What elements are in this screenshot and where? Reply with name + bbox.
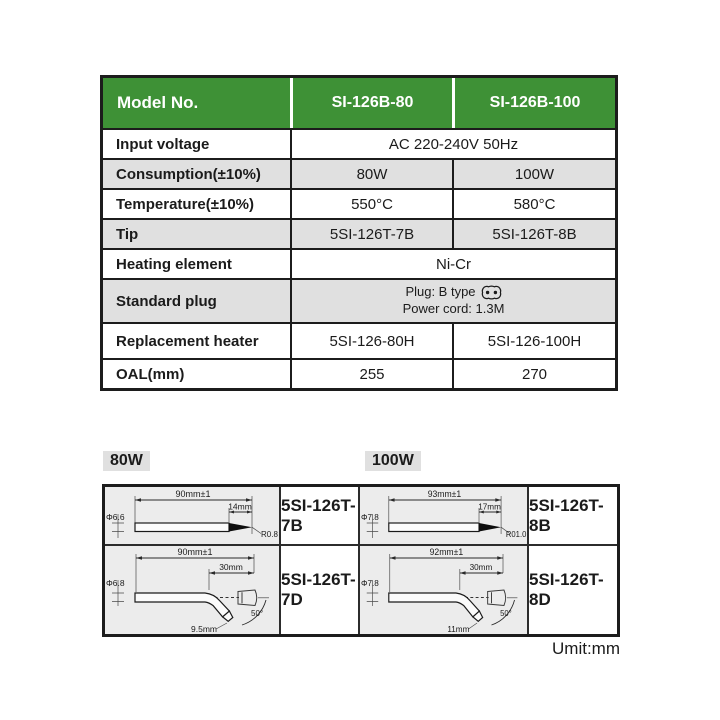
row-value-80: 80W [290, 160, 452, 188]
header-model-100: SI-126B-100 [452, 78, 615, 128]
row-label: Consumption(±10%) [116, 165, 261, 183]
spec-table [100, 75, 618, 391]
row-value-span: Ni-Cr [290, 250, 615, 278]
dim-tip-length: 17mm [478, 501, 501, 512]
spec-table-header [103, 78, 615, 128]
row-label: Input voltage [116, 135, 210, 153]
tip-model-label: 5SI-126T-8D [527, 544, 617, 634]
row-standard-plug [103, 278, 615, 322]
row-tip [103, 218, 615, 248]
tip-model-label: 5SI-126T-7D [279, 544, 358, 634]
row-consumption [103, 158, 615, 188]
row-value-80: 5SI-126T-7B [290, 220, 452, 248]
tip-model-label: 5SI-126T-7B [279, 487, 358, 544]
row-value-80: 255 [290, 360, 452, 388]
plug-type-text: Plug: B type [405, 284, 476, 300]
dim-length: 90mm±1 [177, 547, 213, 557]
tip-diagram-bent-7d [105, 544, 279, 634]
row-replacement-heater [103, 322, 615, 358]
row-value-80: 5SI-126-80H [290, 324, 452, 358]
dim-diameter: Φ7.8 [360, 577, 379, 589]
row-value-100: 100W [452, 160, 615, 188]
row-heating-element [103, 248, 615, 278]
straight-tip-drawing [105, 487, 279, 544]
dim-tip-length: 14mm [228, 501, 252, 512]
row-value-80: 550°C [290, 190, 452, 218]
row-input-voltage [103, 128, 615, 158]
header-model-80: SI-126B-80 [290, 78, 452, 128]
row-temperature [103, 188, 615, 218]
unit-note: Umit:mm [552, 639, 620, 658]
dim-tip-width: 9.5mm [191, 624, 217, 634]
power-cord-text: Power cord: 1.3M [402, 301, 505, 316]
wattage-badge-100w: 100W [365, 451, 421, 471]
row-label: Tip [116, 225, 139, 243]
dim-diameter: Φ6.6 [106, 512, 125, 522]
dim-angle: 50° [500, 608, 512, 619]
dim-bend-length: 30mm [469, 561, 493, 573]
bent-tip-drawing [360, 546, 527, 634]
row-value-100: 270 [452, 360, 615, 388]
tip-diagram-straight-7b [105, 487, 279, 544]
row-label: OAL(mm) [116, 365, 185, 383]
dim-length: 93mm±1 [427, 488, 462, 500]
row-label: Replacement heater [116, 332, 259, 350]
dim-radius: R0.8 [261, 530, 278, 539]
plug-type-line [405, 284, 501, 301]
tip-diagram-bent-8d [358, 544, 527, 634]
header-model-no: Model No. [117, 93, 199, 112]
straight-tip-drawing [360, 487, 527, 544]
tip-diagram-straight-8b [358, 487, 527, 544]
dim-length: 92mm±1 [429, 546, 464, 558]
tip-drawings-table [102, 484, 620, 637]
wattage-badge-80w: 80W [103, 451, 150, 471]
row-value-100: 5SI-126T-8B [452, 220, 615, 248]
row-label: Temperature(±10%) [116, 195, 254, 213]
row-value-span [290, 280, 615, 322]
tip-model-label: 5SI-126T-8B [527, 487, 617, 544]
dim-bend-length: 30mm [219, 562, 243, 572]
row-oal [103, 358, 615, 388]
row-label: Standard plug [116, 292, 217, 310]
dim-length: 90mm±1 [175, 489, 211, 499]
row-value-100: 5SI-126-100H [452, 324, 615, 358]
dim-diameter: Φ6.8 [106, 578, 125, 588]
row-value-span: AC 220-240V 50Hz [290, 130, 615, 158]
row-label: Heating element [116, 255, 232, 273]
dim-tip-width: 11mm [447, 623, 470, 634]
dim-radius: R01.0 [505, 529, 527, 540]
dim-diameter: Φ7.8 [360, 511, 379, 523]
b-type-plug-icon [481, 285, 502, 300]
row-value-100: 580°C [452, 190, 615, 218]
bent-tip-drawing [105, 546, 279, 634]
dim-angle: 50° [251, 609, 264, 618]
